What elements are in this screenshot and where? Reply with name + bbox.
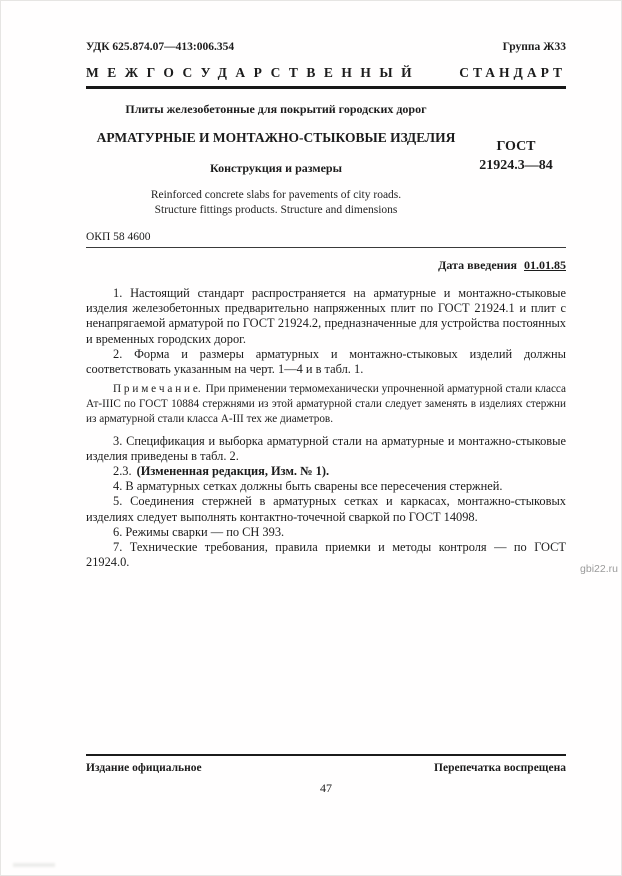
page-number: 47 <box>320 781 332 795</box>
gost-designation <box>466 97 566 218</box>
paragraph-3: 3. Спецификация и выборка арматурной стали на арматурные и монтажно-стыковые изделия приведены в табл. 2. <box>86 433 566 463</box>
standard-type-heading <box>86 65 566 81</box>
scan-artifact <box>13 863 55 867</box>
footer-rule <box>86 754 566 756</box>
introduction-date-label: Дата введения <box>438 258 517 272</box>
title-column <box>86 97 466 218</box>
paragraph-2-3 <box>86 464 566 479</box>
paragraph-4: 4. В арматурных сетках должны быть сварены все пересечения стержней. <box>113 479 503 494</box>
footer-row <box>86 762 566 774</box>
note-text: При применении термомеханически упрочненной арматурной стали класса Ат-IIIС по ГОСТ 10884 стержнями из этой арматурной стали следует заменять в изделиях стержни из арматурной стали класса А-III тех же диаметров. <box>86 383 566 425</box>
paragraph-7: 7. Технические требования, правила приемки и методы контроля — по ГОСТ 21924.0. <box>86 540 566 570</box>
introduction-date-value: 01.01.85 <box>524 258 566 272</box>
paragraph-2-3-number: 2.3. <box>113 464 132 479</box>
note-label: П р и м е ч а н и е. <box>113 383 201 396</box>
title-block <box>86 97 566 218</box>
gost-number: 21924.3—84 <box>479 158 553 173</box>
title-english-line-1: Reinforced concrete slabs for pavements of city roads. <box>150 189 402 201</box>
site-watermark: gbi22.ru <box>580 563 618 575</box>
paragraph-5: 5. Соединения стержней в арматурных сетках и каркасах, монтажно-стыковых изделиях следует выполнять контактно-точечной сваркой по ГОСТ 14098. <box>86 494 566 524</box>
reprint-prohibited-label: Перепечатка воспрещена <box>434 762 566 774</box>
standard-type-word-1: МЕЖГОСУДАРСТВЕННЫЙ <box>86 65 421 80</box>
document-title-english <box>86 188 466 218</box>
udk-code: УДК 625.874.07—413:006.354 <box>86 41 235 53</box>
header-rule <box>86 86 566 89</box>
paragraph-1: 1. Настоящий стандарт распространяется на арматурные и монтажно-стыковые изделия железобетонных предварительно напряженных плит по ГОСТ 21924.1 и плит с ненапрягаемой арматурой по ГОСТ 21924.2, предназначенные для устройства постоянных и временных городских дорог. <box>86 286 566 346</box>
paragraph-6: 6. Режимы сварки — по СН 393. <box>113 524 285 539</box>
paragraph-2: 2. Форма и размеры арматурных и монтажно-стыковых изделий должны соответствовать указанным на черт. 1—4 и в табл. 1. <box>86 346 566 377</box>
okp-code: ОКП 58 4600 <box>86 231 151 243</box>
page-content <box>86 1 566 570</box>
document-subject: Плиты железобетонные для покрытий городских дорог <box>125 102 427 116</box>
document-subtitle: Конструкция и размеры <box>210 161 342 175</box>
gost-label: ГОСТ <box>496 139 536 154</box>
okp-rule <box>86 247 566 248</box>
paragraph-2-3-amendment: (Измененная редакция, Изм. № 1). <box>136 464 330 479</box>
group-code: Группа Ж33 <box>502 41 566 53</box>
standard-type-word-2: СТАНДАРТ <box>459 65 566 80</box>
document-body <box>86 286 566 570</box>
introduction-date <box>86 258 566 273</box>
title-english-line-2: Structure fittings products. Structure and dimensions <box>154 204 398 216</box>
official-edition-label: Издание официальное <box>86 762 202 774</box>
document-title: АРМАТУРНЫЕ И МОНТАЖНО-СТЫКОВЫЕ ИЗДЕЛИЯ <box>96 130 456 145</box>
note-paragraph <box>86 382 566 426</box>
classification-row <box>86 41 566 53</box>
